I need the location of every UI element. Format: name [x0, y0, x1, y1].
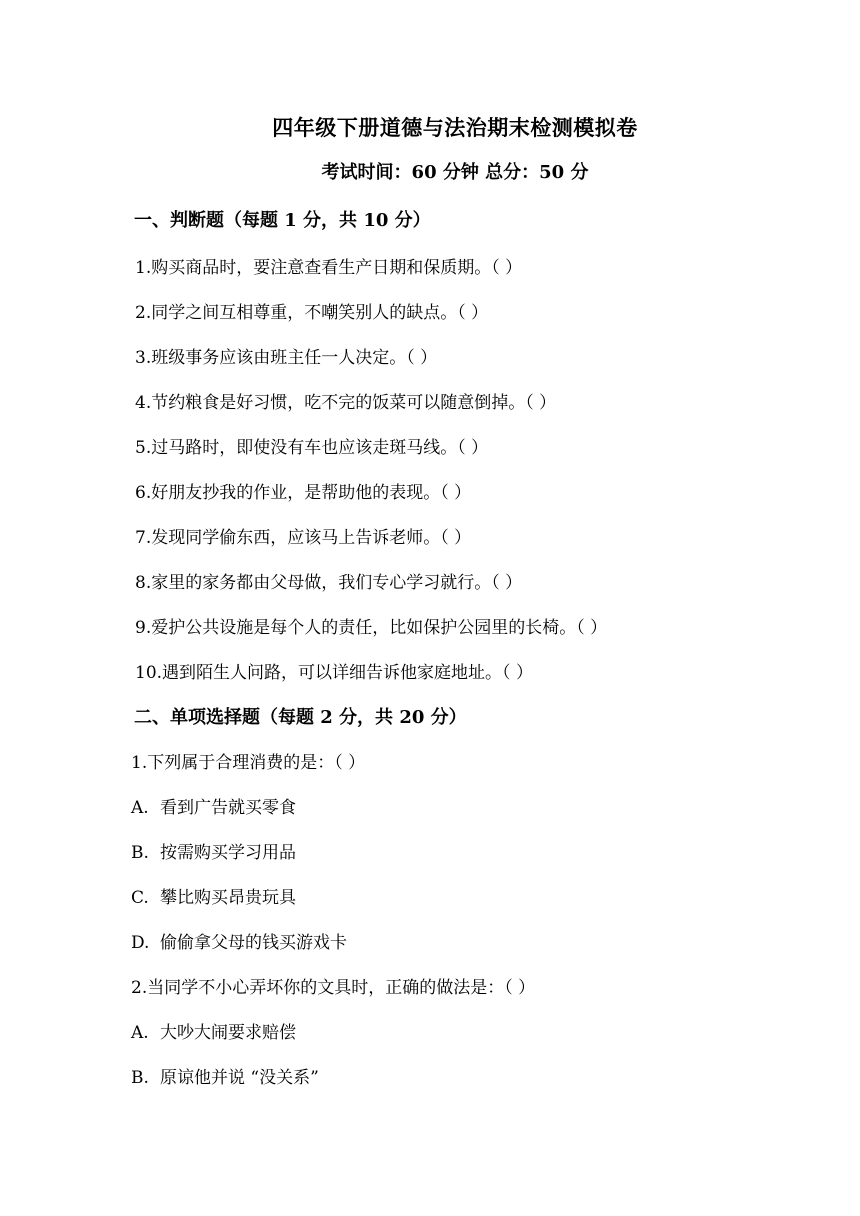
- true-false-item: 5.过马路时，即使没有车也应该走斑马线。（ ）: [135, 438, 489, 458]
- option-letter: A.: [131, 1023, 149, 1043]
- option-letter: A.: [131, 798, 149, 818]
- true-false-item: 10.遇到陌生人问路，可以详细告诉他家庭地址。（ ）: [135, 663, 533, 683]
- option-text: 攀比购买昂贵玩具: [160, 888, 296, 908]
- option-d: [131, 928, 347, 953]
- option-letter: B.: [131, 1068, 149, 1088]
- option-text: 按需购买学习用品: [160, 843, 296, 863]
- page-title: 四年级下册道德与法治期末检测模拟卷: [272, 115, 638, 140]
- option-text: 看到广告就买零食: [160, 798, 296, 818]
- option-b: [131, 838, 296, 863]
- true-false-item: 8.家里的家务都由父母做，我们专心学习就行。（ ）: [135, 573, 523, 593]
- section-heading-single-choice: 二、单项选择题（每题 2 分，共 20 分）: [134, 707, 467, 728]
- true-false-item: 4.节约粮食是好习惯，吃不完的饭菜可以随意倒掉。（ ）: [135, 393, 557, 413]
- true-false-item: 2.同学之间互相尊重，不嘲笑别人的缺点。（ ）: [135, 303, 489, 323]
- true-false-item: 1.购买商品时，要注意查看生产日期和保质期。（ ）: [135, 258, 523, 278]
- option-letter: B.: [131, 843, 149, 863]
- option-text: 大吵大闹要求赔偿: [160, 1023, 296, 1043]
- option-a: [131, 793, 296, 818]
- true-false-item: 6.好朋友抄我的作业，是帮助他的表现。（ ）: [135, 483, 472, 503]
- section-heading-true-false: 一、判断题（每题 1 分，共 10 分）: [134, 210, 431, 231]
- true-false-item: 3.班级事务应该由班主任一人决定。（ ）: [135, 348, 438, 368]
- option-letter: D.: [131, 933, 150, 953]
- option-b: [131, 1063, 319, 1088]
- question-stem: 1.下列属于合理消费的是：（ ）: [131, 753, 366, 773]
- option-text: 偷偷拿父母的钱买游戏卡: [160, 933, 347, 953]
- true-false-item: 7.发现同学偷东西，应该马上告诉老师。（ ）: [135, 528, 472, 548]
- option-a: [131, 1018, 296, 1043]
- exam-info: 考试时间：60 分钟 总分：50 分: [321, 162, 589, 183]
- option-c: [131, 883, 296, 908]
- true-false-item: 9.爱护公共设施是每个人的责任，比如保护公园里的长椅。（ ）: [135, 618, 608, 638]
- question-stem: 2.当同学不小心弄坏你的文具时，正确的做法是：（ ）: [131, 978, 536, 998]
- option-text: 原谅他并说 “没关系”: [160, 1068, 319, 1088]
- option-letter: C.: [131, 888, 149, 908]
